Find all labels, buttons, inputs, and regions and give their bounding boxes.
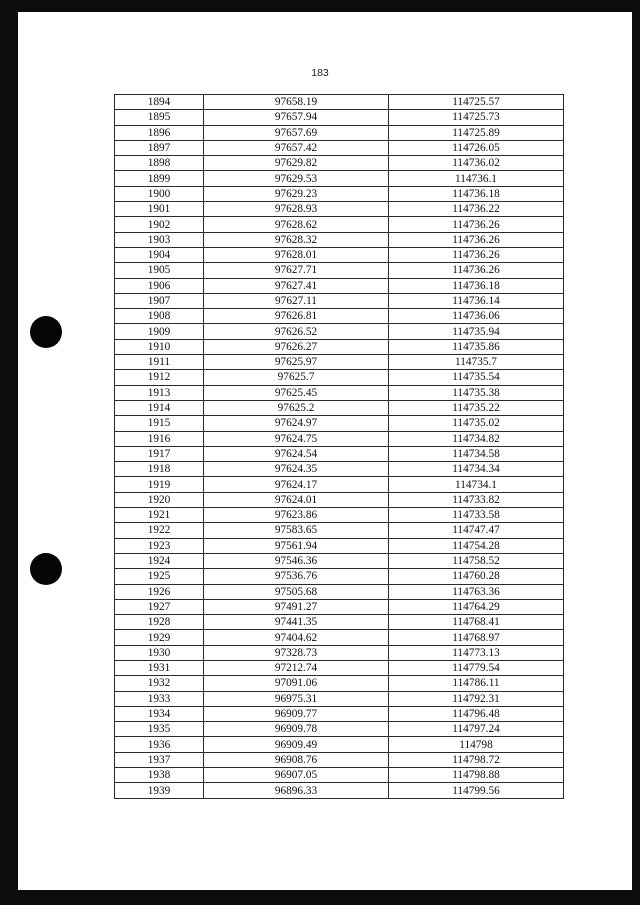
value-a-cell: 96975.31: [204, 691, 389, 706]
scan-edge-left: [0, 0, 18, 905]
value-b-cell: 114733.82: [389, 492, 564, 507]
value-a-cell: 97627.11: [204, 293, 389, 308]
year-cell: 1907: [115, 293, 204, 308]
year-cell: 1911: [115, 355, 204, 370]
table-row: [115, 217, 564, 232]
value-b-cell: 114736.18: [389, 278, 564, 293]
year-cell: 1906: [115, 278, 204, 293]
table-row: [115, 263, 564, 278]
table-row: [115, 416, 564, 431]
value-a-cell: 96909.78: [204, 722, 389, 737]
table-row: [115, 569, 564, 584]
year-cell: 1912: [115, 370, 204, 385]
value-b-cell: 114764.29: [389, 599, 564, 614]
year-cell: 1903: [115, 232, 204, 247]
table-row: [115, 492, 564, 507]
value-b-cell: 114758.52: [389, 553, 564, 568]
value-b-cell: 114754.28: [389, 538, 564, 553]
year-cell: 1915: [115, 416, 204, 431]
value-a-cell: 97491.27: [204, 599, 389, 614]
value-b-cell: 114734.82: [389, 431, 564, 446]
value-a-cell: 97625.97: [204, 355, 389, 370]
value-b-cell: 114799.56: [389, 783, 564, 798]
year-cell: 1919: [115, 477, 204, 492]
value-b-cell: 114734.34: [389, 462, 564, 477]
table-body: [115, 95, 564, 799]
year-cell: 1938: [115, 768, 204, 783]
year-cell: 1926: [115, 584, 204, 599]
value-b-cell: 114735.22: [389, 400, 564, 415]
year-cell: 1918: [115, 462, 204, 477]
table-row: [115, 355, 564, 370]
value-a-cell: 97505.68: [204, 584, 389, 599]
data-table: [114, 94, 564, 799]
value-a-cell: 97626.27: [204, 339, 389, 354]
year-cell: 1932: [115, 676, 204, 691]
value-b-cell: 114796.48: [389, 706, 564, 721]
table-row: [115, 768, 564, 783]
value-b-cell: 114760.28: [389, 569, 564, 584]
value-a-cell: 97623.86: [204, 508, 389, 523]
value-a-cell: 97536.76: [204, 569, 389, 584]
table-row: [115, 293, 564, 308]
year-cell: 1928: [115, 615, 204, 630]
value-b-cell: 114735.38: [389, 385, 564, 400]
table-row: [115, 752, 564, 767]
value-a-cell: 97625.7: [204, 370, 389, 385]
value-b-cell: 114779.54: [389, 660, 564, 675]
value-a-cell: 97546.36: [204, 553, 389, 568]
value-b-cell: 114734.1: [389, 477, 564, 492]
year-cell: 1936: [115, 737, 204, 752]
year-cell: 1894: [115, 95, 204, 110]
value-a-cell: 97212.74: [204, 660, 389, 675]
value-b-cell: 114786.11: [389, 676, 564, 691]
value-a-cell: 97628.01: [204, 247, 389, 262]
year-cell: 1925: [115, 569, 204, 584]
value-b-cell: 114735.7: [389, 355, 564, 370]
value-b-cell: 114736.22: [389, 202, 564, 217]
table-row: [115, 110, 564, 125]
table-row: [115, 599, 564, 614]
year-cell: 1935: [115, 722, 204, 737]
value-a-cell: 96907.05: [204, 768, 389, 783]
table-row: [115, 400, 564, 415]
value-b-cell: 114768.41: [389, 615, 564, 630]
table-row: [115, 247, 564, 262]
year-cell: 1896: [115, 125, 204, 140]
table-row: [115, 783, 564, 798]
table-row: [115, 140, 564, 155]
table-row: [115, 202, 564, 217]
table-row: [115, 431, 564, 446]
year-cell: 1895: [115, 110, 204, 125]
table-row: [115, 339, 564, 354]
value-a-cell: 97624.17: [204, 477, 389, 492]
value-a-cell: 97626.52: [204, 324, 389, 339]
punch-hole-lower: [30, 553, 62, 585]
table-row: [115, 309, 564, 324]
value-a-cell: 96896.33: [204, 783, 389, 798]
year-cell: 1920: [115, 492, 204, 507]
value-a-cell: 97328.73: [204, 645, 389, 660]
value-b-cell: 114736.26: [389, 263, 564, 278]
table-row: [115, 477, 564, 492]
table-row: [115, 691, 564, 706]
value-a-cell: 96908.76: [204, 752, 389, 767]
year-cell: 1901: [115, 202, 204, 217]
table-row: [115, 370, 564, 385]
value-b-cell: 114726.05: [389, 140, 564, 155]
value-a-cell: 97624.35: [204, 462, 389, 477]
value-b-cell: 114736.1: [389, 171, 564, 186]
value-b-cell: 114747.47: [389, 523, 564, 538]
value-a-cell: 97658.19: [204, 95, 389, 110]
value-a-cell: 97657.69: [204, 125, 389, 140]
page-number: 183: [311, 67, 329, 79]
value-b-cell: 114725.73: [389, 110, 564, 125]
scan-edge-bottom: [0, 890, 640, 905]
value-b-cell: 114725.89: [389, 125, 564, 140]
value-b-cell: 114735.94: [389, 324, 564, 339]
value-a-cell: 97629.53: [204, 171, 389, 186]
value-b-cell: 114736.26: [389, 217, 564, 232]
value-b-cell: 114798.72: [389, 752, 564, 767]
value-b-cell: 114768.97: [389, 630, 564, 645]
year-cell: 1917: [115, 446, 204, 461]
value-b-cell: 114736.26: [389, 247, 564, 262]
year-cell: 1913: [115, 385, 204, 400]
table-row: [115, 737, 564, 752]
value-a-cell: 96909.49: [204, 737, 389, 752]
value-b-cell: 114763.36: [389, 584, 564, 599]
year-cell: 1939: [115, 783, 204, 798]
table-row: [115, 508, 564, 523]
value-a-cell: 97628.93: [204, 202, 389, 217]
year-cell: 1927: [115, 599, 204, 614]
value-b-cell: 114798.88: [389, 768, 564, 783]
value-b-cell: 114736.18: [389, 186, 564, 201]
year-cell: 1899: [115, 171, 204, 186]
year-cell: 1900: [115, 186, 204, 201]
table-row: [115, 232, 564, 247]
table-row: [115, 553, 564, 568]
table-row: [115, 615, 564, 630]
table-row: [115, 156, 564, 171]
year-cell: 1916: [115, 431, 204, 446]
year-cell: 1914: [115, 400, 204, 415]
value-a-cell: 97626.81: [204, 309, 389, 324]
value-a-cell: 97091.06: [204, 676, 389, 691]
table-row: [115, 645, 564, 660]
value-a-cell: 96909.77: [204, 706, 389, 721]
value-b-cell: 114736.14: [389, 293, 564, 308]
year-cell: 1922: [115, 523, 204, 538]
value-a-cell: 97624.75: [204, 431, 389, 446]
table-row: [115, 171, 564, 186]
value-a-cell: 97628.62: [204, 217, 389, 232]
table-row: [115, 660, 564, 675]
value-a-cell: 97628.32: [204, 232, 389, 247]
year-cell: 1897: [115, 140, 204, 155]
value-b-cell: 114735.02: [389, 416, 564, 431]
value-b-cell: 114736.06: [389, 309, 564, 324]
value-a-cell: 97657.42: [204, 140, 389, 155]
table-row: [115, 186, 564, 201]
year-cell: 1937: [115, 752, 204, 767]
year-cell: 1934: [115, 706, 204, 721]
value-b-cell: 114736.02: [389, 156, 564, 171]
year-cell: 1931: [115, 660, 204, 675]
value-a-cell: 97629.23: [204, 186, 389, 201]
year-cell: 1933: [115, 691, 204, 706]
value-a-cell: 97657.94: [204, 110, 389, 125]
value-a-cell: 97625.2: [204, 400, 389, 415]
value-a-cell: 97583.65: [204, 523, 389, 538]
table-row: [115, 538, 564, 553]
year-cell: 1898: [115, 156, 204, 171]
table-row: [115, 278, 564, 293]
value-b-cell: 114733.58: [389, 508, 564, 523]
table-row: [115, 584, 564, 599]
table-row: [115, 523, 564, 538]
value-b-cell: 114797.24: [389, 722, 564, 737]
table-row: [115, 722, 564, 737]
value-a-cell: 97629.82: [204, 156, 389, 171]
value-b-cell: 114798: [389, 737, 564, 752]
value-a-cell: 97441.35: [204, 615, 389, 630]
value-b-cell: 114735.86: [389, 339, 564, 354]
year-cell: 1909: [115, 324, 204, 339]
value-a-cell: 97627.71: [204, 263, 389, 278]
value-a-cell: 97627.41: [204, 278, 389, 293]
table-row: [115, 676, 564, 691]
value-a-cell: 97404.62: [204, 630, 389, 645]
table-row: [115, 125, 564, 140]
table-row: [115, 446, 564, 461]
table-row: [115, 95, 564, 110]
value-b-cell: 114735.54: [389, 370, 564, 385]
year-cell: 1924: [115, 553, 204, 568]
value-a-cell: 97624.54: [204, 446, 389, 461]
value-b-cell: 114792.31: [389, 691, 564, 706]
table-row: [115, 706, 564, 721]
value-b-cell: 114734.58: [389, 446, 564, 461]
year-cell: 1905: [115, 263, 204, 278]
value-a-cell: 97624.97: [204, 416, 389, 431]
table-row: [115, 385, 564, 400]
value-b-cell: 114736.26: [389, 232, 564, 247]
year-cell: 1902: [115, 217, 204, 232]
punch-hole-upper: [30, 316, 62, 348]
table-row: [115, 324, 564, 339]
year-cell: 1930: [115, 645, 204, 660]
value-b-cell: 114725.57: [389, 95, 564, 110]
year-cell: 1929: [115, 630, 204, 645]
year-cell: 1923: [115, 538, 204, 553]
value-a-cell: 97561.94: [204, 538, 389, 553]
table-row: [115, 462, 564, 477]
table-row: [115, 630, 564, 645]
value-a-cell: 97624.01: [204, 492, 389, 507]
year-cell: 1910: [115, 339, 204, 354]
scan-edge-top: [0, 0, 640, 12]
scan-edge-right: [632, 0, 640, 905]
year-cell: 1921: [115, 508, 204, 523]
year-cell: 1908: [115, 309, 204, 324]
value-b-cell: 114773.13: [389, 645, 564, 660]
value-a-cell: 97625.45: [204, 385, 389, 400]
year-cell: 1904: [115, 247, 204, 262]
